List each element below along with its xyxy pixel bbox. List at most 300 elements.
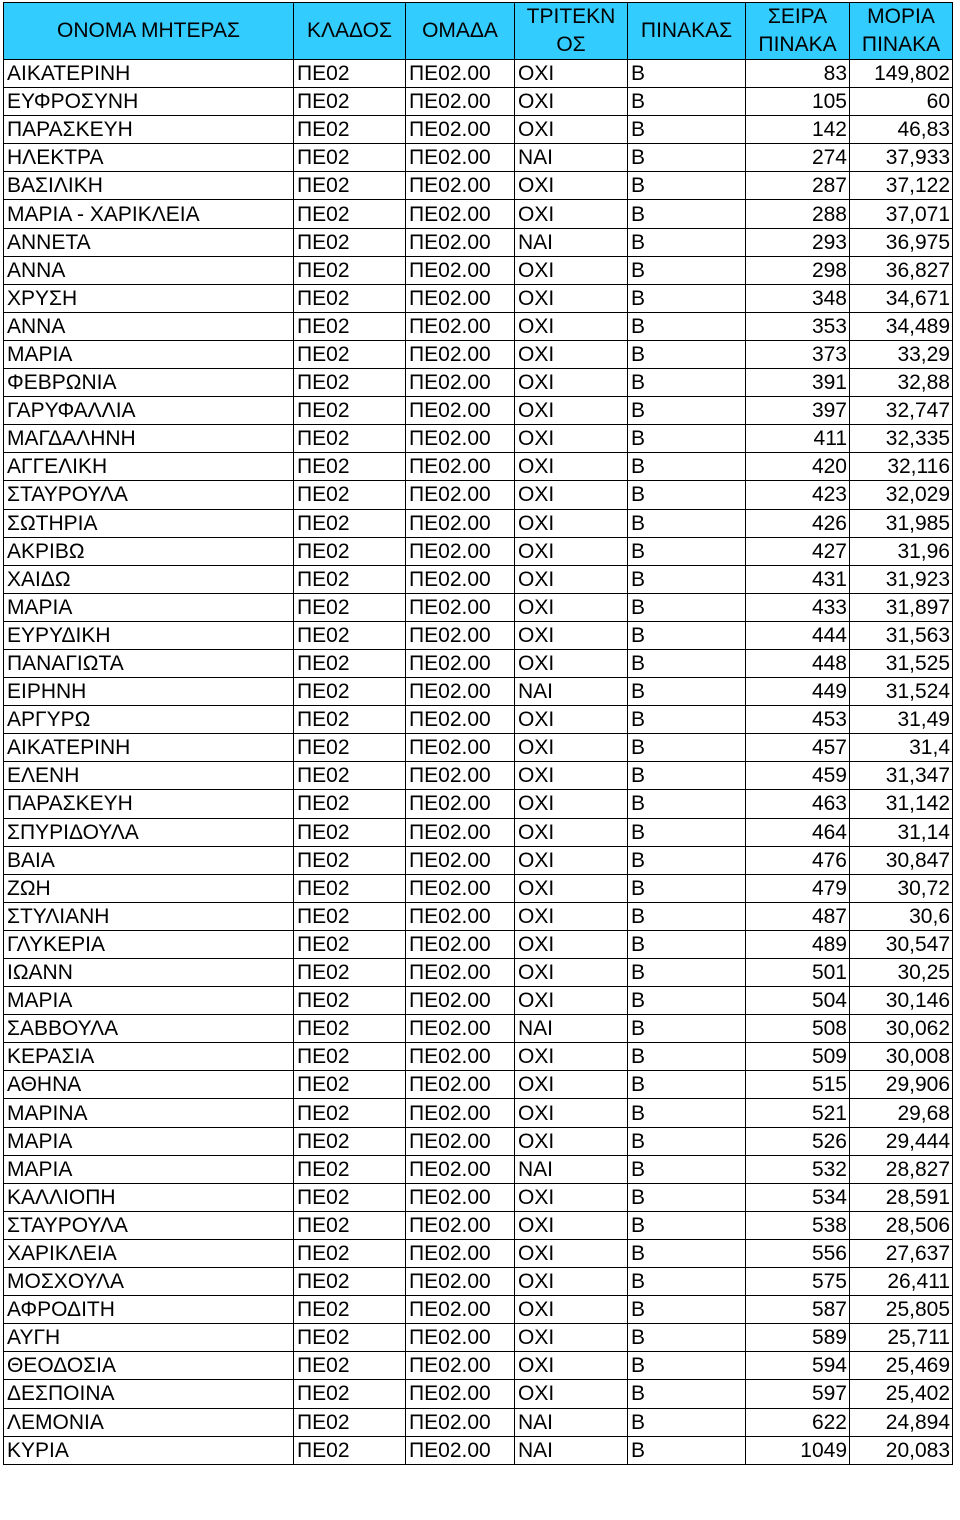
- cell-mother-name: ΧΑΡΙΚΛΕΙΑ: [4, 1239, 294, 1267]
- cell-seira: 287: [746, 172, 850, 200]
- cell-mother-name: ΙΩΑΝΝ: [4, 959, 294, 987]
- table-row: [4, 1352, 953, 1380]
- cell-mother-name: ΚΕΡΑΣΙΑ: [4, 1043, 294, 1071]
- cell-omada: ΠΕ02.00: [406, 1043, 515, 1071]
- cell-klados: ΠΕ02: [294, 734, 406, 762]
- cell-mother-name: ΑΝΝΑ: [4, 256, 294, 284]
- cell-mother-name: ΠΑΡΑΣΚΕΥΗ: [4, 116, 294, 144]
- cell-triteknos: ΟΧΙ: [515, 397, 628, 425]
- table-row: [4, 172, 953, 200]
- cell-klados: ΠΕ02: [294, 453, 406, 481]
- cell-pinakas: Β: [628, 228, 746, 256]
- cell-klados: ΠΕ02: [294, 874, 406, 902]
- cell-omada: ΠΕ02.00: [406, 678, 515, 706]
- cell-pinakas: Β: [628, 959, 746, 987]
- cell-seira: 142: [746, 116, 850, 144]
- cell-pinakas: Β: [628, 706, 746, 734]
- cell-pinakas: Β: [628, 762, 746, 790]
- cell-moria: 30,062: [850, 1015, 953, 1043]
- table-row: [4, 453, 953, 481]
- table-row: [4, 1155, 953, 1183]
- table-row: [4, 818, 953, 846]
- cell-triteknos: ΟΧΙ: [515, 874, 628, 902]
- cell-omada: ΠΕ02.00: [406, 1324, 515, 1352]
- cell-klados: ΠΕ02: [294, 565, 406, 593]
- cell-triteknos: ΟΧΙ: [515, 453, 628, 481]
- cell-omada: ΠΕ02.00: [406, 762, 515, 790]
- cell-seira: 532: [746, 1155, 850, 1183]
- cell-triteknos: ΟΧΙ: [515, 902, 628, 930]
- cell-seira: 556: [746, 1239, 850, 1267]
- cell-klados: ΠΕ02: [294, 88, 406, 116]
- cell-moria: 31,14: [850, 818, 953, 846]
- cell-omada: ΠΕ02.00: [406, 116, 515, 144]
- cell-klados: ΠΕ02: [294, 1015, 406, 1043]
- cell-seira: 83: [746, 60, 850, 88]
- cell-triteknos: ΟΧΙ: [515, 818, 628, 846]
- cell-klados: ΠΕ02: [294, 1408, 406, 1436]
- cell-pinakas: Β: [628, 481, 746, 509]
- table-row: [4, 790, 953, 818]
- cell-omada: ΠΕ02.00: [406, 1183, 515, 1211]
- cell-mother-name: ΣΠΥΡΙΔΟΥΛΑ: [4, 818, 294, 846]
- cell-seira: 463: [746, 790, 850, 818]
- cell-pinakas: Β: [628, 621, 746, 649]
- cell-moria: 25,402: [850, 1380, 953, 1408]
- cell-pinakas: Β: [628, 678, 746, 706]
- cell-klados: ΠΕ02: [294, 60, 406, 88]
- cell-moria: 32,335: [850, 425, 953, 453]
- cell-omada: ΠΕ02.00: [406, 340, 515, 368]
- cell-klados: ΠΕ02: [294, 902, 406, 930]
- cell-mother-name: ΑΦΡΟΔΙΤΗ: [4, 1296, 294, 1324]
- cell-pinakas: Β: [628, 1127, 746, 1155]
- cell-seira: 597: [746, 1380, 850, 1408]
- cell-triteknos: ΟΧΙ: [515, 1099, 628, 1127]
- cell-klados: ΠΕ02: [294, 762, 406, 790]
- table-row: [4, 481, 953, 509]
- cell-pinakas: Β: [628, 1211, 746, 1239]
- cell-pinakas: Β: [628, 902, 746, 930]
- cell-mother-name: ΑΙΚΑΤΕΡΙΝΗ: [4, 734, 294, 762]
- table-row: [4, 1183, 953, 1211]
- cell-triteknos: ΟΧΙ: [515, 200, 628, 228]
- cell-pinakas: Β: [628, 734, 746, 762]
- cell-klados: ΠΕ02: [294, 144, 406, 172]
- cell-seira: 534: [746, 1183, 850, 1211]
- cell-klados: ΠΕ02: [294, 706, 406, 734]
- table-row: [4, 144, 953, 172]
- cell-moria: 34,671: [850, 284, 953, 312]
- cell-moria: 36,975: [850, 228, 953, 256]
- cell-triteknos: ΟΧΙ: [515, 959, 628, 987]
- cell-seira: 508: [746, 1015, 850, 1043]
- cell-triteknos: ΟΧΙ: [515, 846, 628, 874]
- cell-mother-name: ΣΤΑΥΡΟΥΛΑ: [4, 1211, 294, 1239]
- cell-moria: 31,96: [850, 537, 953, 565]
- table-row: [4, 593, 953, 621]
- cell-moria: 28,506: [850, 1211, 953, 1239]
- cell-pinakas: Β: [628, 60, 746, 88]
- cell-mother-name: ΦΕΒΡΩΝΙΑ: [4, 369, 294, 397]
- cell-moria: 37,933: [850, 144, 953, 172]
- cell-klados: ΠΕ02: [294, 116, 406, 144]
- cell-klados: ΠΕ02: [294, 1296, 406, 1324]
- header-klados: ΚΛΑΔΟΣ: [294, 3, 406, 60]
- table-row: [4, 509, 953, 537]
- cell-omada: ΠΕ02.00: [406, 1352, 515, 1380]
- cell-triteknos: ΟΧΙ: [515, 762, 628, 790]
- cell-omada: ΠΕ02.00: [406, 593, 515, 621]
- cell-moria: 24,894: [850, 1408, 953, 1436]
- cell-triteknos: ΟΧΙ: [515, 1043, 628, 1071]
- cell-triteknos: ΝΑΙ: [515, 678, 628, 706]
- cell-mother-name: ΜΑΓΔΑΛΗΝΗ: [4, 425, 294, 453]
- header-moria-pinaka: ΜΟΡΙΑ ΠΙΝΑΚΑ: [850, 3, 953, 60]
- cell-mother-name: ΑΚΡΙΒΩ: [4, 537, 294, 565]
- cell-pinakas: Β: [628, 987, 746, 1015]
- table-row: [4, 1296, 953, 1324]
- cell-pinakas: Β: [628, 144, 746, 172]
- cell-pinakas: Β: [628, 593, 746, 621]
- cell-omada: ΠΕ02.00: [406, 1099, 515, 1127]
- cell-mother-name: ΑΝΝΕΤΑ: [4, 228, 294, 256]
- cell-mother-name: ΠΑΝΑΓΙΩΤΑ: [4, 649, 294, 677]
- cell-triteknos: ΟΧΙ: [515, 930, 628, 958]
- cell-omada: ΠΕ02.00: [406, 1268, 515, 1296]
- cell-seira: 526: [746, 1127, 850, 1155]
- cell-klados: ΠΕ02: [294, 649, 406, 677]
- cell-seira: 521: [746, 1099, 850, 1127]
- cell-moria: 29,906: [850, 1071, 953, 1099]
- table-row: [4, 1324, 953, 1352]
- cell-triteknos: ΟΧΙ: [515, 60, 628, 88]
- cell-triteknos: ΟΧΙ: [515, 1071, 628, 1099]
- cell-triteknos: ΝΑΙ: [515, 144, 628, 172]
- table-row: [4, 60, 953, 88]
- cell-mother-name: ΒΑΣΙΛΙΚΗ: [4, 172, 294, 200]
- table-row: [4, 369, 953, 397]
- table-row: [4, 284, 953, 312]
- cell-klados: ΠΕ02: [294, 200, 406, 228]
- cell-moria: 32,747: [850, 397, 953, 425]
- cell-omada: ΠΕ02.00: [406, 874, 515, 902]
- cell-triteknos: ΝΑΙ: [515, 1155, 628, 1183]
- cell-seira: 353: [746, 312, 850, 340]
- header-row: [4, 3, 953, 60]
- table-row: [4, 1408, 953, 1436]
- cell-moria: 31,142: [850, 790, 953, 818]
- table-body: [4, 60, 953, 1465]
- cell-triteknos: ΟΧΙ: [515, 369, 628, 397]
- cell-moria: 20,083: [850, 1436, 953, 1464]
- cell-mother-name: ΚΑΛΛΙΟΠΗ: [4, 1183, 294, 1211]
- cell-omada: ΠΕ02.00: [406, 60, 515, 88]
- cell-pinakas: Β: [628, 1408, 746, 1436]
- cell-mother-name: ΜΑΡΙΑ: [4, 1155, 294, 1183]
- cell-triteknos: ΟΧΙ: [515, 621, 628, 649]
- cell-klados: ΠΕ02: [294, 1324, 406, 1352]
- cell-pinakas: Β: [628, 1324, 746, 1352]
- cell-triteknos: ΟΧΙ: [515, 340, 628, 368]
- cell-klados: ΠΕ02: [294, 790, 406, 818]
- cell-moria: 32,116: [850, 453, 953, 481]
- cell-klados: ΠΕ02: [294, 678, 406, 706]
- cell-moria: 26,411: [850, 1268, 953, 1296]
- cell-omada: ΠΕ02.00: [406, 818, 515, 846]
- table-row: [4, 846, 953, 874]
- table-row: [4, 959, 953, 987]
- table-row: [4, 874, 953, 902]
- cell-mother-name: ΔΕΣΠΟΙΝΑ: [4, 1380, 294, 1408]
- table-row: [4, 1099, 953, 1127]
- cell-moria: 25,805: [850, 1296, 953, 1324]
- header-omada: ΟΜΑΔΑ: [406, 3, 515, 60]
- cell-seira: 622: [746, 1408, 850, 1436]
- cell-pinakas: Β: [628, 425, 746, 453]
- data-table: [3, 2, 953, 1465]
- cell-moria: 31,563: [850, 621, 953, 649]
- cell-pinakas: Β: [628, 818, 746, 846]
- cell-moria: 60: [850, 88, 953, 116]
- cell-omada: ΠΕ02.00: [406, 1296, 515, 1324]
- table-row: [4, 256, 953, 284]
- cell-pinakas: Β: [628, 116, 746, 144]
- cell-seira: 105: [746, 88, 850, 116]
- cell-seira: 298: [746, 256, 850, 284]
- cell-mother-name: ΕΥΡΥΔΙΚΗ: [4, 621, 294, 649]
- cell-klados: ΠΕ02: [294, 425, 406, 453]
- cell-moria: 31,985: [850, 509, 953, 537]
- cell-triteknos: ΟΧΙ: [515, 1352, 628, 1380]
- cell-pinakas: Β: [628, 340, 746, 368]
- cell-seira: 427: [746, 537, 850, 565]
- cell-triteknos: ΟΧΙ: [515, 1324, 628, 1352]
- cell-pinakas: Β: [628, 1015, 746, 1043]
- cell-moria: 30,008: [850, 1043, 953, 1071]
- cell-seira: 391: [746, 369, 850, 397]
- cell-omada: ΠΕ02.00: [406, 312, 515, 340]
- cell-pinakas: Β: [628, 1239, 746, 1267]
- cell-pinakas: Β: [628, 1183, 746, 1211]
- table-row: [4, 312, 953, 340]
- cell-mother-name: ΜΑΡΙΑ: [4, 1127, 294, 1155]
- cell-pinakas: Β: [628, 312, 746, 340]
- cell-omada: ΠΕ02.00: [406, 1015, 515, 1043]
- cell-seira: 448: [746, 649, 850, 677]
- cell-omada: ΠΕ02.00: [406, 734, 515, 762]
- cell-omada: ΠΕ02.00: [406, 88, 515, 116]
- cell-omada: ΠΕ02.00: [406, 144, 515, 172]
- cell-omada: ΠΕ02.00: [406, 959, 515, 987]
- cell-seira: 489: [746, 930, 850, 958]
- cell-omada: ΠΕ02.00: [406, 1127, 515, 1155]
- cell-klados: ΠΕ02: [294, 1380, 406, 1408]
- cell-seira: 487: [746, 902, 850, 930]
- cell-omada: ΠΕ02.00: [406, 1071, 515, 1099]
- cell-moria: 37,122: [850, 172, 953, 200]
- cell-omada: ΠΕ02.00: [406, 481, 515, 509]
- cell-omada: ΠΕ02.00: [406, 930, 515, 958]
- cell-pinakas: Β: [628, 1380, 746, 1408]
- cell-moria: 30,847: [850, 846, 953, 874]
- cell-moria: 31,524: [850, 678, 953, 706]
- cell-triteknos: ΟΧΙ: [515, 987, 628, 1015]
- cell-klados: ΠΕ02: [294, 987, 406, 1015]
- table-row: [4, 340, 953, 368]
- cell-triteknos: ΟΧΙ: [515, 172, 628, 200]
- cell-seira: 594: [746, 1352, 850, 1380]
- cell-mother-name: ΧΑΙΔΩ: [4, 565, 294, 593]
- cell-omada: ΠΕ02.00: [406, 790, 515, 818]
- cell-omada: ΠΕ02.00: [406, 1408, 515, 1436]
- cell-mother-name: ΜΑΡΙΑ: [4, 987, 294, 1015]
- table-row: [4, 1436, 953, 1464]
- cell-omada: ΠΕ02.00: [406, 425, 515, 453]
- cell-mother-name: ΑΥΓΗ: [4, 1324, 294, 1352]
- cell-omada: ΠΕ02.00: [406, 1380, 515, 1408]
- table-row: [4, 930, 953, 958]
- cell-triteknos: ΟΧΙ: [515, 1211, 628, 1239]
- cell-seira: 457: [746, 734, 850, 762]
- cell-seira: 348: [746, 284, 850, 312]
- cell-seira: 293: [746, 228, 850, 256]
- cell-klados: ΠΕ02: [294, 397, 406, 425]
- cell-klados: ΠΕ02: [294, 818, 406, 846]
- cell-klados: ΠΕ02: [294, 481, 406, 509]
- table-row: [4, 987, 953, 1015]
- cell-seira: 504: [746, 987, 850, 1015]
- cell-seira: 411: [746, 425, 850, 453]
- cell-mother-name: ΑΙΚΑΤΕΡΙΝΗ: [4, 60, 294, 88]
- cell-mother-name: ΧΡΥΣΗ: [4, 284, 294, 312]
- table-row: [4, 1043, 953, 1071]
- cell-omada: ΠΕ02.00: [406, 1211, 515, 1239]
- cell-triteknos: ΝΑΙ: [515, 1408, 628, 1436]
- cell-seira: 433: [746, 593, 850, 621]
- table-row: [4, 762, 953, 790]
- cell-klados: ΠΕ02: [294, 621, 406, 649]
- cell-klados: ΠΕ02: [294, 1268, 406, 1296]
- cell-omada: ΠΕ02.00: [406, 1239, 515, 1267]
- cell-moria: 29,444: [850, 1127, 953, 1155]
- cell-moria: 36,827: [850, 256, 953, 284]
- cell-mother-name: ΜΑΡΙΝΑ: [4, 1099, 294, 1127]
- cell-mother-name: ΣΩΤΗΡΙΑ: [4, 509, 294, 537]
- cell-triteknos: ΟΧΙ: [515, 88, 628, 116]
- header-pinakas: ΠΙΝΑΚΑΣ: [628, 3, 746, 60]
- cell-moria: 32,029: [850, 481, 953, 509]
- cell-triteknos: ΟΧΙ: [515, 256, 628, 284]
- cell-klados: ΠΕ02: [294, 593, 406, 621]
- cell-triteknos: ΟΧΙ: [515, 537, 628, 565]
- cell-triteknos: ΟΧΙ: [515, 116, 628, 144]
- cell-moria: 30,6: [850, 902, 953, 930]
- cell-moria: 28,591: [850, 1183, 953, 1211]
- cell-seira: 459: [746, 762, 850, 790]
- cell-klados: ΠΕ02: [294, 340, 406, 368]
- cell-seira: 1049: [746, 1436, 850, 1464]
- cell-klados: ΠΕ02: [294, 284, 406, 312]
- cell-klados: ΠΕ02: [294, 1155, 406, 1183]
- cell-pinakas: Β: [628, 1296, 746, 1324]
- cell-seira: 589: [746, 1324, 850, 1352]
- cell-seira: 426: [746, 509, 850, 537]
- cell-omada: ΠΕ02.00: [406, 706, 515, 734]
- cell-omada: ΠΕ02.00: [406, 172, 515, 200]
- cell-mother-name: ΑΝΝΑ: [4, 312, 294, 340]
- cell-moria: 46,83: [850, 116, 953, 144]
- table-row: [4, 1211, 953, 1239]
- cell-seira: 423: [746, 481, 850, 509]
- cell-pinakas: Β: [628, 172, 746, 200]
- cell-omada: ΠΕ02.00: [406, 256, 515, 284]
- cell-moria: 32,88: [850, 369, 953, 397]
- cell-klados: ΠΕ02: [294, 1099, 406, 1127]
- cell-mother-name: ΜΑΡΙΑ: [4, 340, 294, 368]
- cell-seira: 501: [746, 959, 850, 987]
- cell-klados: ΠΕ02: [294, 228, 406, 256]
- table-row: [4, 200, 953, 228]
- header-seira-pinaka: ΣΕΙΡΑ ΠΙΝΑΚΑ: [746, 3, 850, 60]
- cell-triteknos: ΝΑΙ: [515, 1436, 628, 1464]
- cell-mother-name: ΠΑΡΑΣΚΕΥΗ: [4, 790, 294, 818]
- cell-seira: 373: [746, 340, 850, 368]
- cell-omada: ΠΕ02.00: [406, 649, 515, 677]
- cell-klados: ΠΕ02: [294, 1352, 406, 1380]
- cell-seira: 479: [746, 874, 850, 902]
- cell-klados: ΠΕ02: [294, 959, 406, 987]
- cell-pinakas: Β: [628, 88, 746, 116]
- cell-omada: ΠΕ02.00: [406, 565, 515, 593]
- cell-triteknos: ΟΧΙ: [515, 790, 628, 818]
- cell-klados: ΠΕ02: [294, 256, 406, 284]
- cell-pinakas: Β: [628, 200, 746, 228]
- table-row: [4, 228, 953, 256]
- cell-triteknos: ΟΧΙ: [515, 1380, 628, 1408]
- cell-pinakas: Β: [628, 284, 746, 312]
- table-row: [4, 1015, 953, 1043]
- cell-pinakas: Β: [628, 1436, 746, 1464]
- cell-triteknos: ΟΧΙ: [515, 593, 628, 621]
- cell-moria: 31,923: [850, 565, 953, 593]
- cell-seira: 397: [746, 397, 850, 425]
- cell-seira: 476: [746, 846, 850, 874]
- table-row: [4, 678, 953, 706]
- table-row: [4, 116, 953, 144]
- cell-pinakas: Β: [628, 453, 746, 481]
- cell-moria: 37,071: [850, 200, 953, 228]
- cell-pinakas: Β: [628, 1155, 746, 1183]
- cell-pinakas: Β: [628, 649, 746, 677]
- cell-moria: 30,72: [850, 874, 953, 902]
- cell-pinakas: Β: [628, 397, 746, 425]
- cell-moria: 28,827: [850, 1155, 953, 1183]
- cell-omada: ΠΕ02.00: [406, 1436, 515, 1464]
- cell-seira: 538: [746, 1211, 850, 1239]
- cell-pinakas: Β: [628, 1268, 746, 1296]
- table-row: [4, 1127, 953, 1155]
- cell-omada: ΠΕ02.00: [406, 509, 515, 537]
- cell-mother-name: ΕΛΕΝΗ: [4, 762, 294, 790]
- cell-klados: ΠΕ02: [294, 172, 406, 200]
- cell-moria: 25,469: [850, 1352, 953, 1380]
- cell-pinakas: Β: [628, 369, 746, 397]
- cell-seira: 515: [746, 1071, 850, 1099]
- cell-klados: ΠΕ02: [294, 369, 406, 397]
- cell-moria: 31,525: [850, 649, 953, 677]
- cell-seira: 509: [746, 1043, 850, 1071]
